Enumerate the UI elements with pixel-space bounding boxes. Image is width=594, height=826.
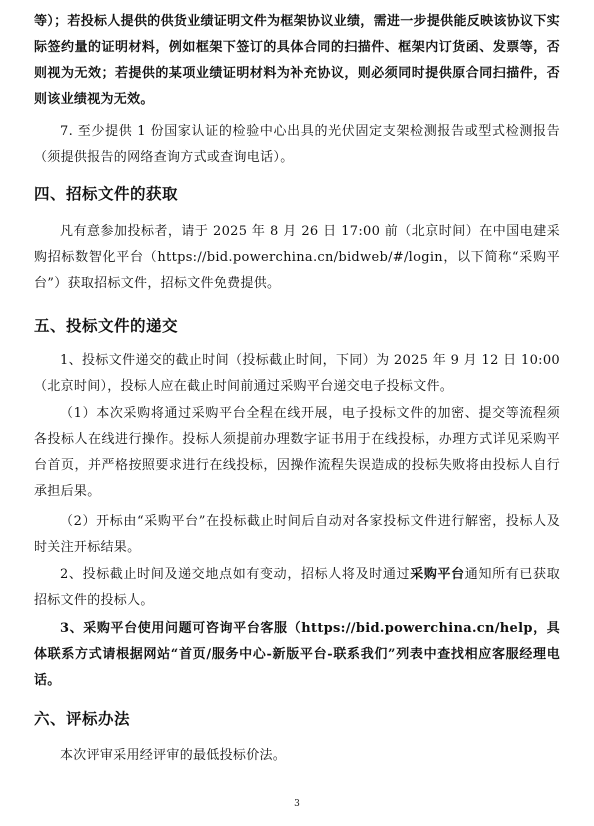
paragraph-changes (34, 562, 560, 614)
heading-evaluation: 六、评标办法 (34, 709, 131, 728)
page-number: 3 (294, 799, 300, 809)
changes-text-c: 通知所有已获取招标文件的投标人。 (34, 567, 560, 608)
heading-submission: 五、投标文件的递交 (34, 316, 179, 335)
changes-text-a: 2、投标截止时间及递交地点如有变动，招标人将及时通过 (60, 567, 411, 582)
paragraph-obtain-documents: 凡有意参加投标者，请于 2025 年 8 月 26 日 17:00 前（北京时间）在中国电建采购招标数智化平台（https://bid.powerchina.cn/bidweb/#/login，以下简称“采购平台”）获取招标文件，招标文件免费提供。 (34, 224, 560, 291)
paragraph-bid-opening: （2）开标由“采购平台”在投标截止时间后自动对各家投标文件进行解密，投标人及时关注开标结果。 (34, 514, 560, 555)
heading-obtain-documents: 四、招标文件的获取 (34, 184, 179, 203)
paragraph-online-process: （1）本次采购将通过采购平台全程在线开展，电子投标文件的加密、提交等流程须各投标人在线进行操作。投标人须提前办理数字证书用于在线投标，办理方式详见采购平台首页，并严格按照要求进行在线投标，因操作流程失误造成的投标失败将由投标人自行承担后果。 (34, 406, 560, 499)
paragraph-evaluation-method: 本次评审采用经评审的最低投标价法。 (60, 748, 287, 763)
changes-text-platform: 采购平台 (410, 567, 465, 582)
paragraph-test-report: 7. 至少提供 1 份国家认证的检验中心出具的光伏固定支架检测报告或型式检测报告（须提供报告的网络查询方式或查询电话）。 (34, 124, 560, 165)
paragraph-deadline: 1、投标文件递交的截止时间（投标截止时间，下同）为 2025 年 9 月 12 日 10:00（北京时间），投标人应在截止时间前通过采购平台递交电子投标文件。 (34, 353, 560, 394)
paragraph-platform-support: 3、采购平台使用问题可咨询平台客服（https://bid.powerchina.cn/help，具体联系方式请根据网站“首页/服务中心-新版平台-联系我们”列表中查找相应客服经理电话。 (34, 621, 560, 688)
paragraph-performance-proof: 等）；若投标人提供的供货业绩证明文件为框架协议业绩，需进一步提供能反映该协议下实际签约量的证明材料，例如框架下签订的具体合同的扫描件、框架内订货函、发票等，否则视为无效；若提供的某项业绩证明材料为补充协议，则必须同时提供原合同扫描件，否则该业绩视为无效。 (34, 14, 560, 107)
